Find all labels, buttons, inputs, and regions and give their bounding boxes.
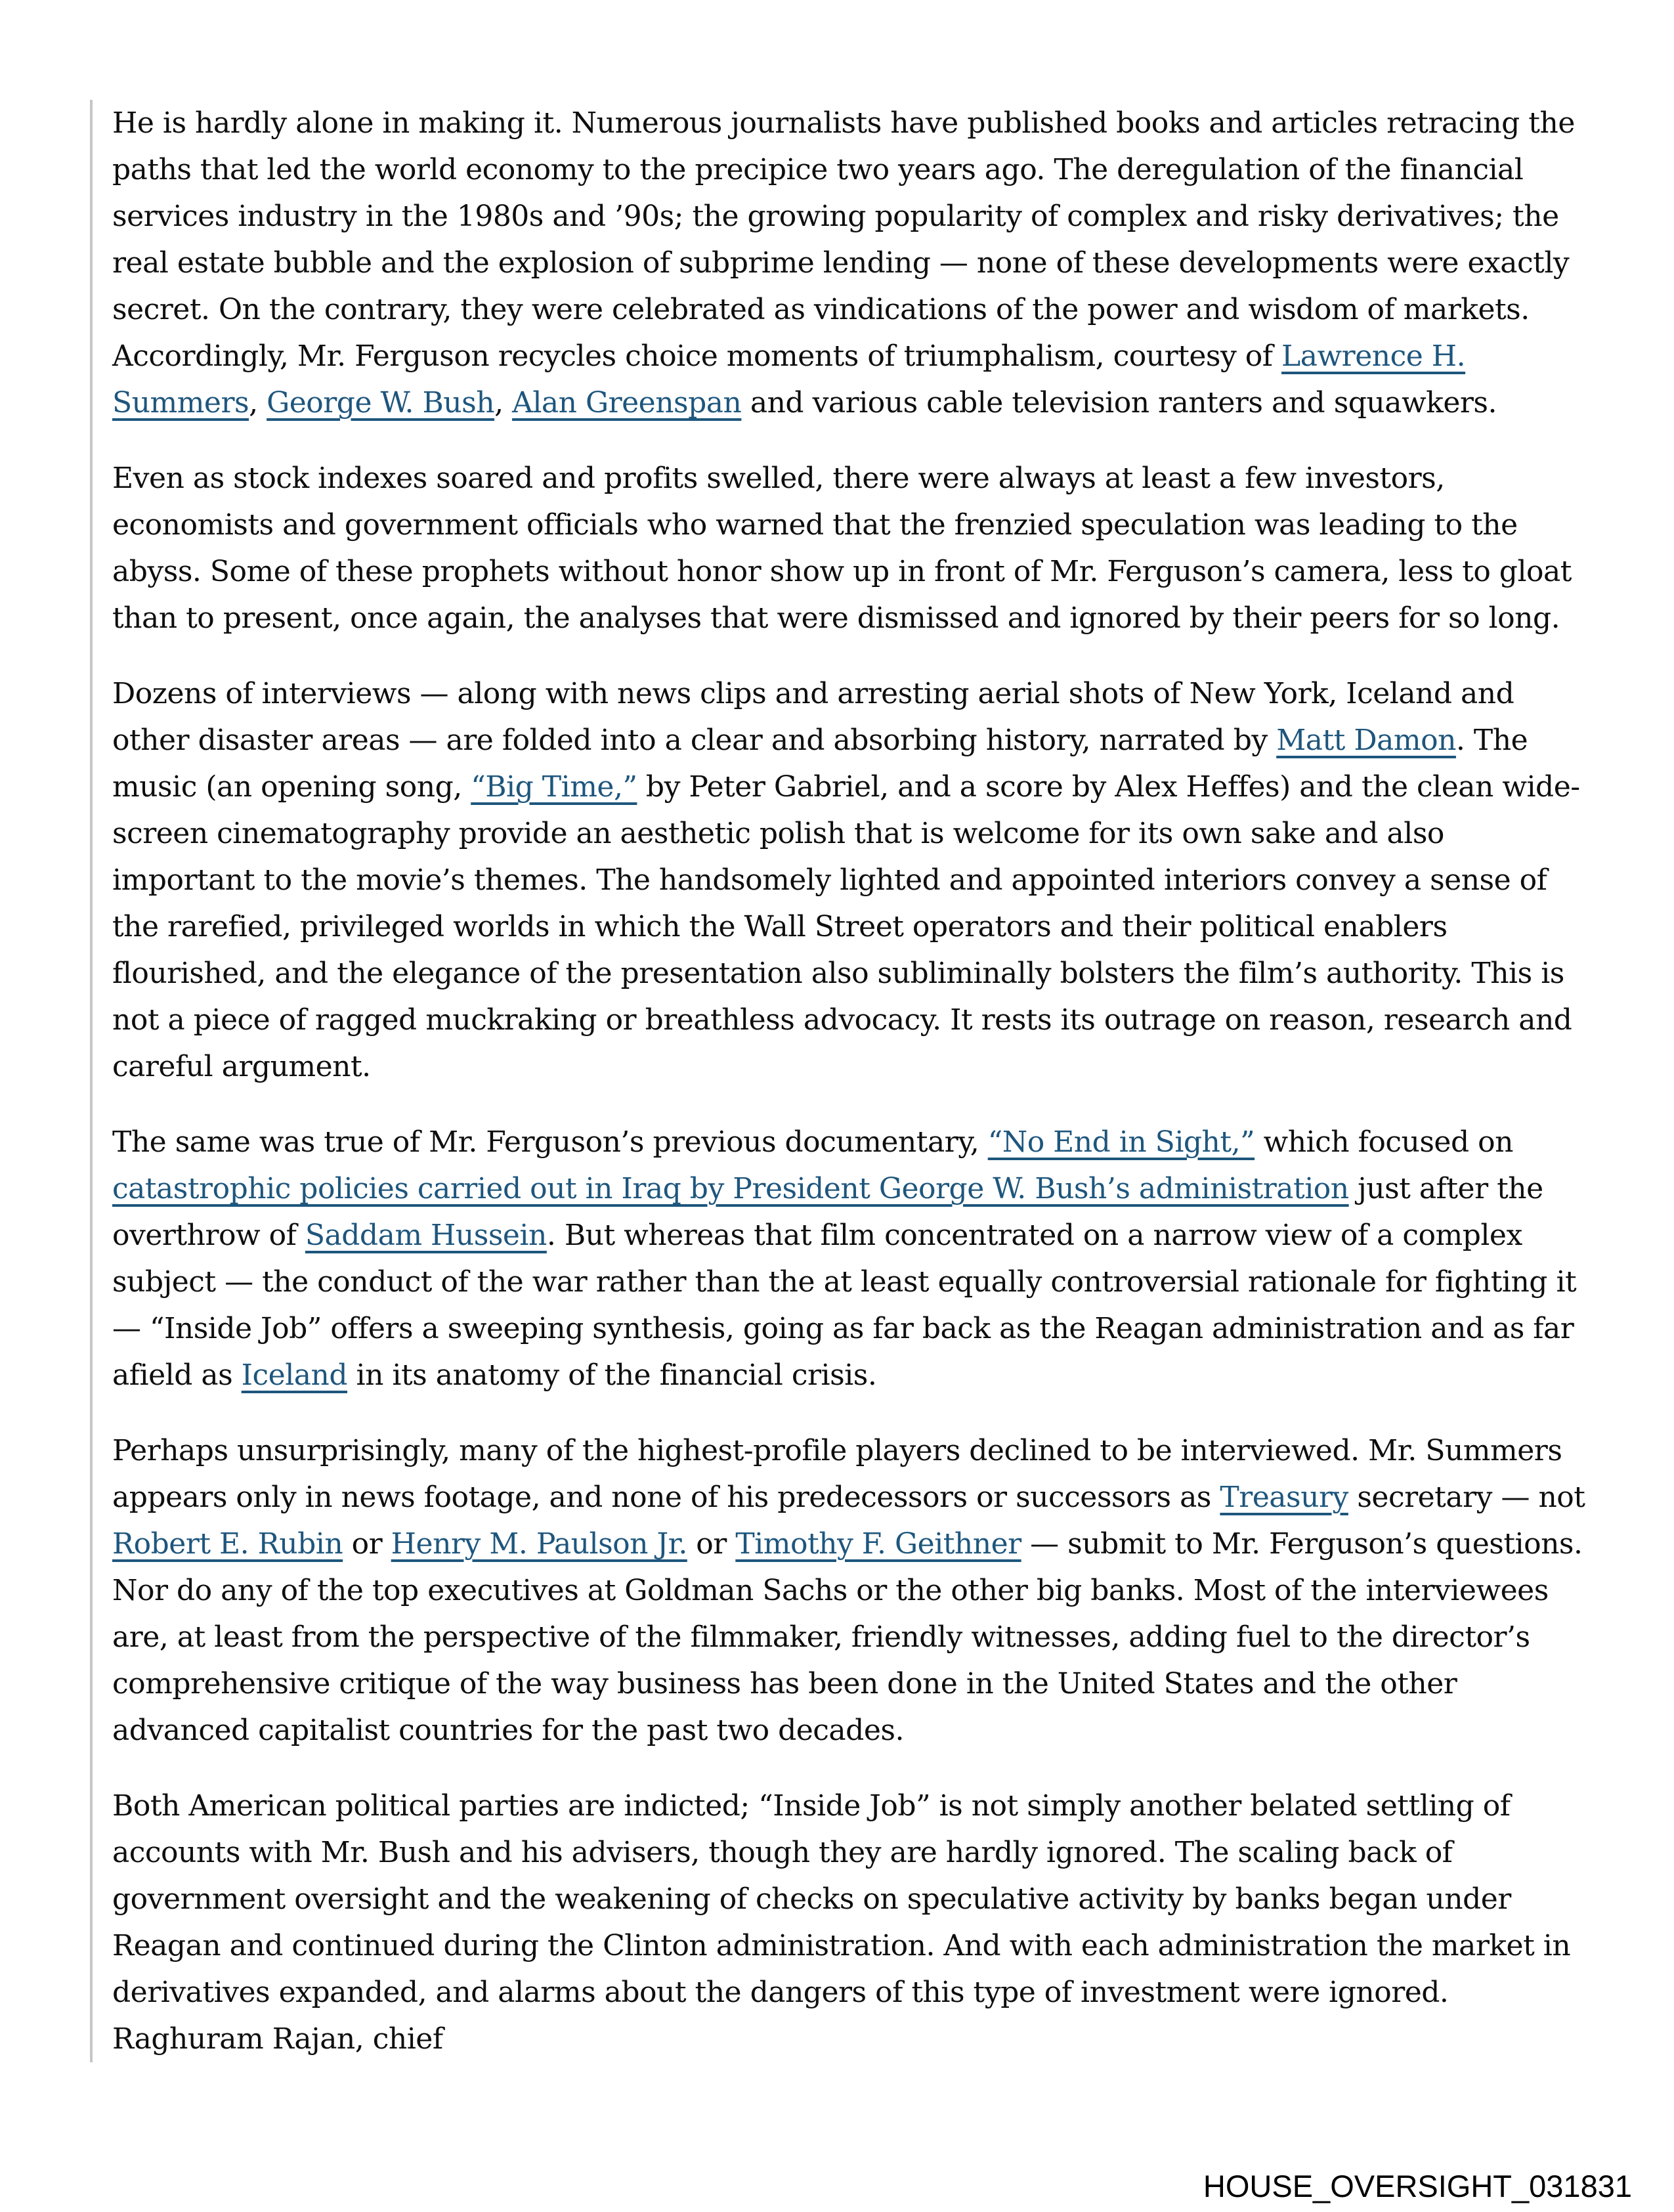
article-paragraph (112, 1119, 1592, 1399)
paragraph-text: Both American political parties are indicted; “Inside Job” is not simply another belated settling of accounts with Mr. Bush and his advisers, though they are hardly ignored. The scaling back of government oversight and the weakening of checks on speculative activity by banks began under Reagan and continued during the Clinton administration. And with each administration the market in derivatives expanded, and alarms about the dangers of this type of investment were ignored. Raghuram Rajan, chief (112, 1789, 1571, 2056)
inline-link[interactable]: Henry M. Paulson Jr. (391, 1527, 687, 1561)
paragraph-text: which focused on (1255, 1125, 1513, 1159)
article-body (90, 100, 1592, 2062)
inline-link[interactable]: “No End in Sight,” (987, 1125, 1255, 1159)
paragraph-text: He is hardly alone in making it. Numerous journalists have published books and articles retracing the paths that led the world economy to the precipice two years ago. The deregulation of the financial services industry in the 1980s and ’90s; the growing popularity of complex and risky derivatives; the real estate bubble and the explosion of subprime lending — none of these developments were exactly secret. On the contrary, they were celebrated as vindications of the power and wisdom of markets. Accordingly, Mr. Ferguson recycles choice moments of triumphalism, courtesy of (112, 106, 1575, 373)
paragraph-text: Even as stock indexes soared and profits swelled, there were always at least a few investors, economists and government officials who warned that the frenzied speculation was leading to the abyss. Some of these prophets without honor show up in front of Mr. Ferguson’s camera, less to gloat than to present, once again, the analyses that were dismissed and ignored by their peers for so long. (112, 462, 1572, 635)
inline-link[interactable]: Treasury (1220, 1481, 1348, 1514)
paragraph-text: The same was true of Mr. Ferguson’s previous documentary, (112, 1125, 988, 1159)
inline-link[interactable]: catastrophic policies carried out in Iraq by President George W. Bush’s administration (112, 1172, 1349, 1205)
article-paragraph (112, 670, 1592, 1090)
bates-stamp: HOUSE_OVERSIGHT_031831 (1203, 2169, 1632, 2203)
inline-link[interactable]: Alan Greenspan (512, 386, 742, 420)
paragraph-text: by Peter Gabriel, and a score by Alex Heffes) and the clean wide-screen cinematography provide an aesthetic polish that is welcome for its own sake and also important to the movie’s themes. The handsomely lighted and appointed interiors convey a sense of the rarefied, privileged worlds in which the Wall Street operators and their political enablers flourished, and the elegance of the presentation also subliminally bolsters the film’s authority. This is not a piece of ragged muckraking or breathless advocacy. It rests its outrage on reason, research and careful argument. (112, 770, 1580, 1083)
inline-link[interactable]: Saddam Hussein (305, 1219, 547, 1252)
article-paragraph (112, 1783, 1592, 2062)
paragraph-text: just after the overthrow of (112, 1172, 1543, 1252)
inline-link[interactable]: Matt Damon (1276, 724, 1456, 757)
paragraph-text: , (249, 386, 267, 420)
paragraph-text: or (687, 1527, 736, 1561)
inline-link[interactable]: Iceland (241, 1358, 348, 1392)
article-paragraph (112, 1427, 1592, 1754)
inline-link[interactable]: Lawrence H. Summers (112, 339, 1466, 420)
inline-link[interactable]: Timothy F. Geithner (735, 1527, 1021, 1561)
paragraph-text: , (494, 386, 513, 420)
paragraph-text: secretary — not (1348, 1481, 1585, 1514)
paragraph-text: Perhaps unsurprisingly, many of the highest-profile players declined to be interviewed. Mr. Summers appears only in news footage, and none of his predecessors or successors as (112, 1434, 1562, 1514)
article-paragraph (112, 100, 1592, 426)
paragraph-text: — submit to Mr. Ferguson’s questions. Nor do any of the top executives at Goldman Sachs or the other big banks. Most of the interviewees are, at least from the perspective of the filmmaker, friendly witnesses, adding fuel to the director’s comprehensive critique of the way business has been done in the United States and the other advanced capitalist countries for the past two decades. (112, 1527, 1583, 1747)
paragraph-text: in its anatomy of the financial crisis. (347, 1358, 877, 1392)
paragraph-text: . The music (an opening song, (112, 724, 1528, 804)
inline-link[interactable]: Robert E. Rubin (112, 1527, 343, 1561)
inline-link[interactable]: “Big Time,” (471, 770, 637, 804)
paragraph-text: or (343, 1527, 391, 1561)
paragraph-text: and various cable television ranters and squawkers. (741, 386, 1497, 420)
paragraph-text: Dozens of interviews — along with news clips and arresting aerial shots of New York, Iceland and other disaster areas — are folded into a clear and absorbing history, narrated by (112, 677, 1514, 757)
paragraph-text: . But whereas that film concentrated on a narrow view of a complex subject — the conduct of the war rather than the at least equally controversial rationale for fighting it — “Inside Job” offers a sweeping synthesis, going as far back as the Reagan administration and as far afield as (112, 1219, 1577, 1392)
article-paragraph (112, 455, 1592, 641)
inline-link[interactable]: George W. Bush (267, 386, 495, 420)
